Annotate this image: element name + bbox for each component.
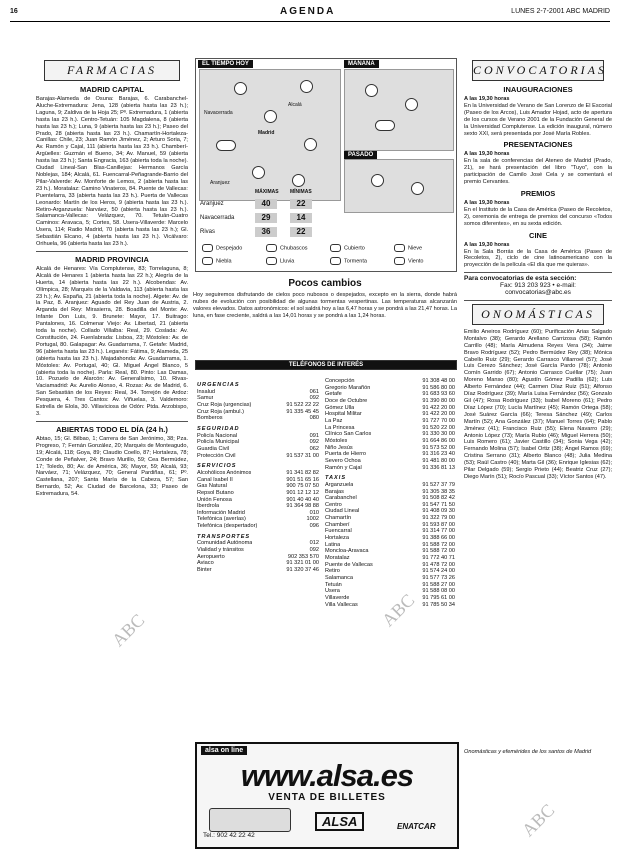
forecast-title: Pocos cambios	[288, 278, 362, 289]
legend-item: Lluvia	[266, 257, 294, 265]
phone-name: Latina	[325, 541, 341, 548]
phone-name: Móstoles	[325, 437, 348, 444]
phone-name: Chamartín	[325, 515, 352, 522]
phone-number: 091	[309, 432, 319, 439]
phone-row	[325, 508, 455, 515]
legend-item: Chubascos	[266, 244, 308, 252]
phone-row	[197, 395, 319, 402]
phone-row	[197, 516, 319, 523]
phone-name: Barajas	[325, 488, 344, 495]
phone-number: 061	[309, 388, 319, 395]
convocatorias-title: CONVOCATORIAS	[472, 60, 604, 81]
phone-number: 91 314 77 00	[422, 528, 455, 535]
section-head: PREMIOS	[520, 188, 556, 198]
envio-title: Para convocatorias de esta sección:	[464, 275, 577, 283]
phone-name: Clínico San Carlos	[325, 431, 372, 438]
phone-name: Carabanchel	[325, 495, 357, 502]
map-city: Navacerrada	[204, 110, 233, 116]
phone-number: 91 322 79 00	[422, 515, 455, 522]
phone-row	[197, 446, 319, 453]
section-time: A las 19,30 horas	[464, 199, 510, 206]
phone-name: Niño Jesús	[325, 444, 353, 451]
sun-icon	[234, 82, 247, 95]
phone-number: 91 522 22 22	[286, 401, 319, 408]
weather-map-today	[199, 69, 341, 201]
phone-name: Policía Municipal	[197, 439, 239, 446]
sun-icon	[411, 182, 424, 195]
phone-number: 91 772 40 71	[422, 555, 455, 562]
provincia-text: Alcalá de Henares: Vía Complutense, 83; Torrelaguna, 8; Alcalá de Henares 1 (abierta hasta las 22 h.); Alegría de la Huerta, 14 (abierta hasta las 22 h.). Alcobendas: Av. Olímpica, 28; Marqués de la Valdavia, 113 (abierta hasta las 23 h.); Av. España, 21 (abierta toda la noche). Algete: Av. de la Paz, 8. Aranjuez: Aguado del Rey Juan de Austria, 2. Arganda del Rey: Mirasierra, 28. Boadilla del Monte: Av. Infante Don Luis, 9. Brunete: Mayor, 17. Buitrago: Pantalones, 16. Colmenar Viejo: Av. Libertad, 21 (abierta toda la noche). Collado Villalba: Real, 29. Coslada: Av. Constitución, 24. Fuenlabrada: Lisboa, 23; Móstoles: Av. de Portugal, 80. Galapagar: Av. Guadarrama, 7. Getafe: Madrid, 96 (abierta hasta las 23 h.). Leganés: Fátima, 9; Alameda, 25 (abierta hasta las 23 h.). Majadahonda: Av. Guadarrama, 1. Móstoles: Av. Portugal, 40; Gl. Miguel Ángel Blanco, 5 (abierta toda la noche). Parla: Real, 80. Pinto: Las Damas, 10. Pozuelo de Alarcón: Av. Generalísimo, 10. Rivas-Vaciamadrid: Av. Aurelio Alonso, 4. Rozas: Av. de Madrid, 6. San Sebastián de los Reyes: Real, 34. Torrejón de Ardoz: Pesquera, 4. Tres Cantos: Av. Viñuelas, 3. Valdemoro: Estrella de Elola, 30. Villaviciosa de Odón: Ptda. Arzobispo, 3.	[36, 265, 188, 417]
phone-row	[325, 575, 455, 582]
phone-name: Severo Ochoa	[325, 457, 361, 464]
telefonos-title: TELÉFONOS DE INTERÉS	[195, 360, 457, 370]
phone-number: 91 588 72 00	[422, 548, 455, 555]
phone-number: 901 12 12 12	[286, 489, 319, 496]
phone-name: Salamanca	[325, 575, 353, 582]
phone-row	[325, 438, 455, 445]
phone-number: 91 520 22 00	[422, 424, 455, 431]
onomasticas-text: Emilio Aneiros Rodríguez (60); Purificación Arias Salgado Montalvo (38); Gerardo Arellano Carrizosa (58); Ramón Carrillo (48); María Almudena Reyes Vera (34); Jaime Bravo Rodríguez (52); Pedro Bermúdez Rey (38); Mónica Cabello Ruiz (29); Gerardo Carrasco Villarroel (57); José Luis Cerezo Sánchez; José García Pardo (78); Antonio Comín Garrido (67); Antonio Carrasco Cuéllar (75); Juan Moreno Manso (80); Agustín Gómez Padilla (62); Luis Alberto Fernández (44); Carmen Díaz Ruiz (51); Alfonso Díaz Rodríguez (39); María Luisa Fernández (56); Gonzalo Gil (47); Rosa Rodríguez (33); Isabel Moreno (61); Pedro Díaz López (70); Lucía Martínez (45); Ramón Ortega (58); José Suárez García (66); Teresa Sánchez (49); Carlos Martín (52); Ana González (37); Manuel Torres (64); Pablo Jiménez (41); Francisco Ruiz (55); Elena Navarro (29); Antonio López (73); María Rubio (46); Miguel Herrera (50); Luis Romero (61); Javier Castillo (34); Sonia Vega (42); Fernando Molina (57); Isabel Ortiz (38); Ángel Ramos (69); Cristina Serrano (31); Alberto Blanco (48); Julia Medina (53); Raúl Castro (40); Marta Gil (36); Enrique Iglesias (62); Pilar Delgado (59); Sergio Prieto (44); Beatriz Cruz (27); Diego Marín (51); Rocío Pascual (33); Víctor Santos (47).	[464, 328, 612, 480]
phone-name: Unión Fenosa	[197, 496, 232, 503]
phone-name: Aviaco	[197, 560, 214, 567]
phone-name: Villaverde	[325, 595, 350, 601]
capital-text: Barajas-Alameda de Osuna: Barajas, 6. Carabanchel-Aluche-Extremadura: Jena, 128 (abierta hasta las 23 h.); Laguna, 9; Zaldiva de la Hoja 25; Pº. Extremadura, 1 (abierta hasta las 23 h.). Centro-Tetuán: 105 Magdalena, 8 (abierta hasta las 23 h.); Luna, 9 (abierta hasta las 23 h.); Paseo del Prado, 28 (abierta hasta las 23 h.). Chamartín-Hortaleza-Canillas: Chile, 23; Juan Ramón Jiménez, 2; Arturo Soria, 7; Av. Ramón y Cajal, 111 (abierta hasta las 23 h.). Chamberí-Argüelles: Guzmán el Bueno, 34; Av. Manuel, 59 (abierta hasta las 23 h.); Santa Engracia, 163 (abierta toda la noche). Ciudad Lineal-San Blas-Canillejas: Hermanos García Noblejas, 184; Alcalá, 61. Fuencarral-Peñagrande-Barrio del Pilar-Valverde: Av. Monforte de Lemos, 2 (abierta hasta las 23 h.). Moratalaz: Camino Vinateros, 84. Puente de Vallecas: Puentelarra, 33 (abierta hasta las 23 h.). Puerta de Vallecas Leonardo: Martín de los Heros, 9 (abierta hasta las 23 h.). Retiro-Arganzuela: Narváez, 50 (abierta hasta las 23 h.). Salamanca-Vallecas: Velázquez, 70. Tetuán-Cuatro Caminos: Aravaca, 5; Cortes, 58. Usera-Villaverde: Marcelo Usera, 114; Radio Madrid, 70 (abierta hasta las 23 h.); Gl. Sebastián Elcano, 4 (abierta hasta las 23 h.). Vicálvaro: Orihuela, 96 (abierta hasta las 23 h.).	[36, 96, 188, 248]
convocatorias-column	[464, 58, 612, 858]
phone-row	[197, 560, 319, 567]
phone-row	[325, 595, 455, 602]
phone-name: Arganzuela	[325, 481, 354, 488]
abiertas-title: ABIERTAS TODO EL DÍA (24 h.)	[56, 424, 168, 434]
phone-number: 91 408 09 30	[422, 508, 455, 515]
phone-number: 91 341 82 82	[286, 469, 319, 476]
phone-number: 91 336 81 13	[422, 464, 455, 471]
capital-title: MADRID CAPITAL	[79, 85, 145, 94]
phone-name: Puente de Vallecas	[325, 561, 373, 568]
phone-number: 91 727 70 00	[422, 417, 455, 424]
temperature-table	[200, 189, 340, 239]
phone-row	[325, 458, 455, 465]
forecast-text: Hoy seguiremos disfrutando de cielos poco nubosos o despejados, excepto en la sierra, donde habrá nubes de evolución con posibilidad de algunas tormentas vespertinas. Las temperaturas alcanzarán valores elevados. Datos astronómicos: el sol saldrá hoy a las 6,47 horas y se pondrá a las 21,47 horas. La luna, en fase creciente, saldrá a las 14,01 horas y se pondrá a las 1,24 horas.	[193, 292, 457, 319]
phone-number: 91 390 80 00	[422, 397, 455, 404]
alsa-logo: ALSA	[315, 812, 364, 831]
phone-number: 91 547 71 50	[422, 501, 455, 508]
alsa-advert[interactable]	[195, 742, 459, 849]
header-rule	[10, 21, 610, 22]
phone-number: 901 40 40 40	[286, 496, 319, 503]
phone-number: 096	[309, 523, 319, 530]
phone-row	[197, 433, 319, 440]
phone-row	[197, 523, 319, 530]
phone-number: 91 593 87 00	[422, 521, 455, 528]
section-text: En la sala de conferencias del Ateneo de Madrid (Prado, 21), se hará presentación del libro "Tuyo", con la participación de Camilo José Cela y se comentará el premio Cervantes.	[464, 158, 612, 186]
phone-number: 91 478 72 00	[422, 561, 455, 568]
phone-row	[325, 515, 455, 522]
phone-name: Fuencarral	[325, 528, 352, 535]
phone-name: Policía Nacional	[197, 432, 238, 439]
phone-section-title: SERVICIOS	[197, 463, 237, 470]
section-text: En la Universidad de Verano de San Lorenzo de El Escorial (Paseo de los Arcos), Luis Amador Hojad, acto de apertura de los cursos de Verano 2001 de la Fundación General de la Universidad Complutense. La edición inaugural, número sexto XXI, será presentada por José María Robles.	[464, 102, 612, 137]
phone-row	[325, 528, 455, 535]
phone-number: 91 574 24 00	[422, 568, 455, 575]
phone-row	[197, 415, 319, 422]
phone-row	[325, 535, 455, 542]
phone-number: 092	[309, 439, 319, 446]
phone-name: Gas Natural	[197, 483, 227, 490]
legend-item: Despejado	[202, 244, 242, 252]
phone-name: Tetuán	[325, 581, 342, 588]
phone-number: 010	[309, 509, 319, 516]
phone-number: 91 305 38 35	[422, 488, 455, 495]
cloud-icon	[375, 120, 395, 131]
phone-name: La Paz	[325, 417, 343, 424]
phone-row	[197, 409, 319, 416]
map-city: Aranjuez	[210, 180, 230, 186]
phone-number: 91 573 52 00	[422, 444, 455, 451]
phone-number: 91 321 01 00	[286, 560, 319, 567]
sun-icon	[371, 174, 384, 187]
phone-number: 900 75 07 50	[286, 483, 319, 490]
phone-row	[325, 588, 455, 595]
phone-number: 080	[309, 415, 319, 422]
phone-row	[325, 582, 455, 589]
phone-row	[197, 540, 319, 547]
issue-date: LUNES 2-7-2001 ABC MADRID	[511, 8, 610, 15]
phone-row	[325, 568, 455, 575]
phone-name: Bomberos	[197, 415, 223, 422]
phone-name: Gómez Ulla	[325, 404, 355, 411]
phone-name: Centro	[325, 501, 342, 508]
phone-number: 91 364 98 88	[286, 503, 319, 510]
phone-name: Gregorio Marañón	[325, 384, 371, 391]
phone-row	[197, 490, 319, 497]
sun-icon	[300, 80, 313, 93]
phone-name: Aeropuerto	[197, 553, 225, 560]
phone-row	[325, 495, 455, 502]
legend-item: Tormenta	[330, 257, 367, 265]
phone-row	[197, 389, 319, 396]
phone-row	[325, 602, 455, 609]
provincia-title: MADRID PROVINCIA	[75, 254, 149, 264]
legend-item: Viento	[394, 257, 424, 265]
telefonos-left	[197, 378, 319, 738]
phone-name: Villa Vallecas	[325, 601, 358, 608]
phone-row	[325, 548, 455, 555]
section-head: PRESENTACIONES	[503, 140, 573, 150]
page-number: 16	[10, 8, 18, 15]
phone-name: Telefónica (despertador)	[197, 523, 258, 530]
phone-number: 91 527 37 79	[422, 481, 455, 488]
phone-name: Telefónica (averías)	[197, 516, 246, 523]
legend-item: Niebla	[202, 257, 232, 265]
phone-row	[325, 562, 455, 569]
phone-name: Getafe	[325, 391, 342, 398]
phone-name: Moratalaz	[325, 555, 350, 562]
after-label: PASADO	[344, 151, 377, 159]
section-head: INAUGURACIONES	[503, 85, 573, 94]
phone-name: Chamberí	[325, 521, 350, 528]
phone-row	[325, 418, 455, 425]
phone-number: 91 316 23 40	[422, 451, 455, 458]
phone-name: Iberdrola	[197, 503, 220, 510]
section-time: A las 19,30 horas	[464, 96, 510, 102]
phone-number: 092	[309, 395, 319, 402]
bus-icon	[209, 808, 291, 832]
phone-name: Hospital Militar	[325, 411, 362, 418]
phone-name: Comunidad Autónoma	[197, 540, 253, 547]
phone-number: 91 537 31 00	[286, 452, 319, 459]
legend-item: Cubierto	[330, 244, 365, 252]
ad-subtitle: VENTA DE BILLETES	[268, 792, 386, 803]
phone-number: 91 785 50 34	[422, 601, 455, 608]
onomasticas-footer: Onomásticas y efemérides de los santos de Madrid	[464, 748, 592, 755]
tomorrow-label: MAÑANA	[344, 60, 379, 68]
phone-row	[325, 411, 455, 418]
min-label: MÍNIMAS	[290, 189, 312, 195]
phone-number: 91 508 82 42	[422, 495, 455, 502]
phone-name: Guardia Civil	[197, 445, 230, 452]
phone-number: 91 664 86 00	[422, 437, 455, 444]
legend-item: Nieve	[394, 244, 422, 252]
today-label: EL TIEMPO HOY	[198, 60, 253, 68]
farmacias-column	[36, 58, 188, 848]
phone-number: 901 51 65 16	[286, 476, 319, 483]
phone-number: 012	[309, 540, 319, 547]
phone-row	[197, 477, 319, 484]
section-title: AGENDA	[280, 6, 336, 17]
phone-name: Samur	[197, 395, 214, 402]
watermark: ABC	[107, 609, 149, 651]
phone-row	[197, 453, 319, 460]
phone-number: 1002	[306, 516, 319, 523]
sun-icon	[264, 110, 277, 123]
phone-name: Retiro	[325, 568, 340, 575]
ad-url[interactable]: www.alsa.es	[240, 758, 414, 793]
phone-row	[197, 503, 319, 510]
phone-number: 91 577 73 26	[422, 575, 455, 582]
phone-number: 902 353 570	[287, 553, 319, 560]
phone-number: 91 422 20 00	[422, 404, 455, 411]
phone-row	[325, 502, 455, 509]
phone-section-title: SEGURIDAD	[197, 425, 240, 432]
phone-number: 91 308 48 00	[422, 378, 455, 384]
phone-row	[325, 431, 455, 438]
phone-name: Insalud	[197, 388, 216, 395]
phone-row	[325, 542, 455, 549]
onomasticas-title: ONOMÁSTICAS	[472, 304, 604, 325]
weather-map-after	[344, 159, 454, 213]
map-city: Alcalá	[288, 102, 302, 108]
phone-number: 91 320 37 46	[286, 567, 319, 574]
phone-row	[325, 445, 455, 452]
sun-icon	[405, 98, 418, 111]
temp-row: Rivas 36 22	[200, 227, 320, 238]
phone-name: Ciudad Lineal	[325, 508, 360, 515]
phone-row	[325, 405, 455, 412]
phone-row	[325, 465, 455, 472]
phone-section-title: TAXIS	[325, 475, 347, 482]
phone-name: Hortaleza	[325, 535, 349, 542]
phone-row	[325, 482, 455, 489]
ad-extra: ENATCAR	[397, 822, 436, 831]
phone-row	[325, 398, 455, 405]
phone-row	[197, 497, 319, 504]
watermark: ABC	[377, 589, 419, 631]
phone-row	[325, 451, 455, 458]
phone-row	[325, 391, 455, 398]
phone-row	[197, 402, 319, 409]
phone-row	[197, 470, 319, 477]
envio-fax: Fax: 913 203 923 • e-mail:	[500, 282, 576, 290]
sun-icon	[292, 174, 305, 187]
phone-row	[197, 483, 319, 490]
phone-row	[325, 489, 455, 496]
phone-number: 91 481 80 00	[422, 457, 455, 464]
phone-number: 062	[309, 445, 319, 452]
phone-number: 91 588 08 00	[422, 588, 455, 595]
section-time: A las 19,30 horas	[464, 151, 510, 158]
phone-name: Concepción	[325, 378, 355, 384]
phone-number: 91 683 93 60	[422, 391, 455, 398]
abiertas-text: Abtao, 15; Gl. Bilbao, 1; Carrera de San Jerónimo, 38; Pza. Progreso, 7; Fernán González, 20; Marqués de Monteagudo, 19; Alcalá, 118; Goya, 89; Claudio Coello, 87; Hortaleza, 78; Conde de Peñalver, 24; Bravo Murillo, 59; Cea Bermúdez, 17; Toledo, 80; Av. de América, 36; Mayor, 59; Alcalá, 93; Narváez, 71; Velázquez, 70; General Pardiñas, 61; Pº. Castellana, 207; Santa María de la Cabeza, 57; San Bernardo, 52; Av. Ciudad de Barcelona, 33; Paseo de Extremadura, 54.	[36, 435, 188, 498]
phone-section-title: TRANSPORTES	[197, 533, 251, 540]
phone-name: Alcohólicos Anónimos	[197, 469, 252, 476]
watermark: ABC	[517, 799, 559, 841]
phone-row	[325, 425, 455, 432]
phone-number: 91 330 30 00	[422, 431, 455, 438]
temp-row: Aranjuez 40 22	[200, 199, 320, 210]
phone-number: 91 588 27 00	[422, 581, 455, 588]
phone-row	[325, 555, 455, 562]
ad-top: alsa on line	[201, 746, 247, 755]
phone-name: Puerta de Hierro	[325, 451, 367, 458]
section-text: En el Instituto de la Casa de América (Paseo de Recoletos, 2), ceremonia de entrega de premios del concurso «Todos somos diferentes», en su sexta edición.	[464, 206, 612, 227]
cloud-icon	[216, 140, 236, 151]
weather-map-tomorrow	[344, 69, 454, 151]
weather-box	[195, 58, 457, 272]
phone-number: 91 588 72 00	[422, 541, 455, 548]
sun-icon	[304, 138, 317, 151]
phone-number: 092	[309, 547, 319, 554]
ad-phone: Tel.: 902 42 22 42	[203, 832, 255, 839]
phone-row	[197, 547, 319, 554]
temp-row: Navacerrada 29 14	[200, 213, 320, 224]
phone-row	[325, 385, 455, 392]
phone-row	[325, 378, 455, 385]
phone-name: Canal Isabel II	[197, 476, 233, 483]
section-head: CINE	[529, 230, 547, 240]
phone-name: Vialidad y tránsitos	[197, 547, 244, 554]
phone-name: Información Madrid	[197, 509, 245, 516]
envio-email[interactable]: convocatorias@abc.es	[505, 289, 571, 297]
map-city: Madrid	[258, 130, 275, 136]
phone-name: La Princesa	[325, 424, 355, 431]
sun-icon	[252, 166, 265, 179]
phone-row	[197, 439, 319, 446]
phone-name: Cruz Roja (urgencias)	[197, 401, 252, 408]
section-text: En la Sala Borrás de la Casa de América (Paseo de Recoletos, 2), ciclo de cine latinoamericano con la proyección de la película «El día que me quieras».	[464, 248, 612, 269]
phone-name: Usera	[325, 588, 340, 595]
phone-name: Ramón y Cajal	[325, 464, 362, 471]
phone-name: Protección Civil	[197, 452, 236, 459]
max-label: MÁXIMAS	[255, 189, 279, 195]
phone-row	[325, 522, 455, 529]
phone-name: Cruz Roja (ambul.)	[197, 408, 244, 415]
telefonos-right	[325, 378, 455, 738]
phone-number: 91 335 45 45	[286, 408, 319, 415]
phone-name: Doce de Octubre	[325, 397, 368, 404]
phone-number: 91 388 66 00	[422, 535, 455, 542]
phone-name: Repsol Butano	[197, 489, 234, 496]
sun-icon	[365, 84, 378, 97]
page-header	[10, 6, 610, 20]
phone-row	[197, 567, 319, 574]
phone-section-title: URGENCIAS	[197, 382, 240, 388]
section-time: A las 19,30 horas	[464, 241, 510, 248]
phone-number: 91 586 80 00	[422, 384, 455, 391]
phone-number: 91 795 61 00	[422, 595, 455, 601]
phone-name: Binter	[197, 567, 212, 574]
farmacias-title: FARMACIAS	[44, 60, 180, 81]
phone-row	[197, 510, 319, 517]
phone-row	[197, 554, 319, 561]
phone-number: 91 422 20 00	[422, 411, 455, 418]
phone-name: Moncloa-Aravaca	[325, 548, 369, 555]
